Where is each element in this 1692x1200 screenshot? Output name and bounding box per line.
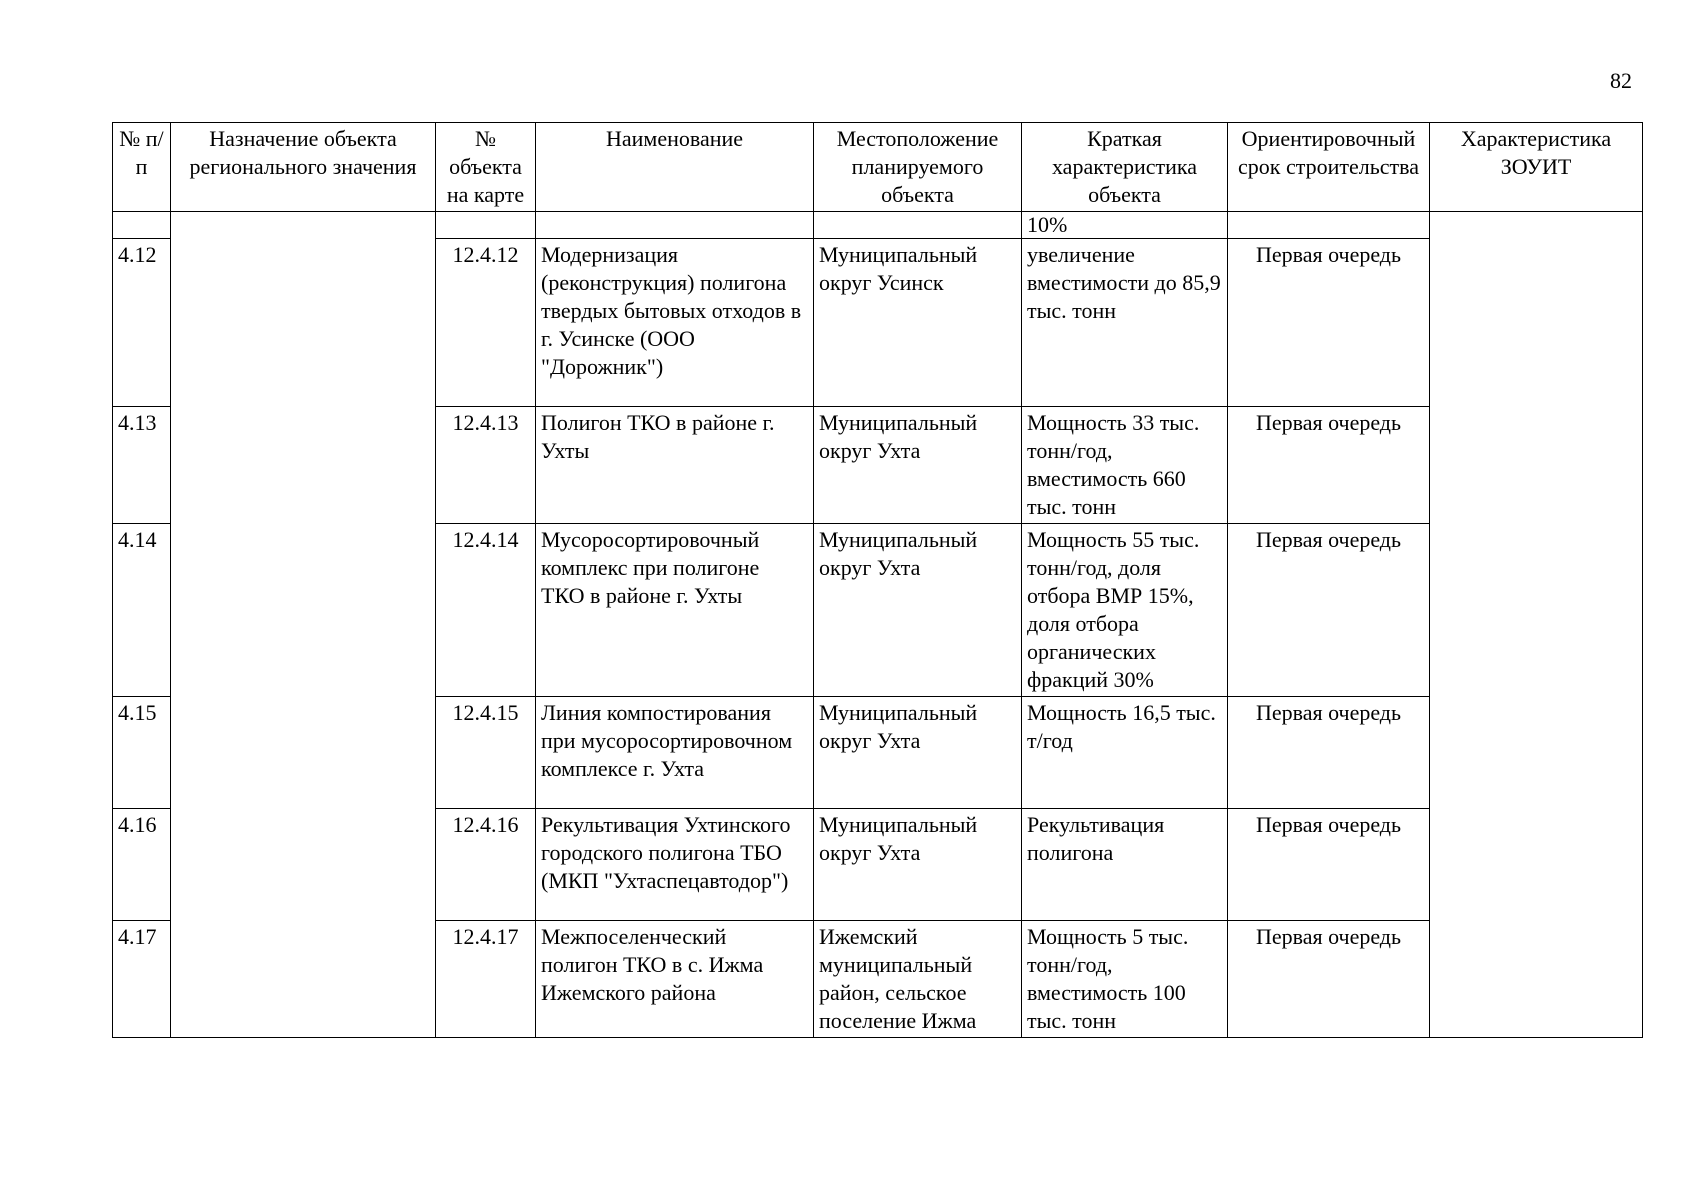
row-location: Ижемский муниципальный район, сельское поселение Ижма	[814, 921, 1022, 1038]
table-cell	[113, 212, 171, 239]
row-num: 4.12	[113, 239, 171, 407]
row-location: Муниципальный округ Ухта	[814, 407, 1022, 524]
row-location: Муниципальный округ Ухта	[814, 697, 1022, 809]
row-term: Первая очередь	[1228, 524, 1430, 697]
row-name: Межпоселенческий полигон ТКО в с. Ижма Ижемского района	[536, 921, 814, 1038]
row-name: Полигон ТКО в районе г. Ухты	[536, 407, 814, 524]
row-location: Муниципальный округ Ухта	[814, 524, 1022, 697]
row-map-number: 12.4.14	[436, 524, 536, 697]
row-characteristic: Мощность 5 тыс. тонн/год, вместимость 100 тыс. тонн	[1022, 921, 1228, 1038]
row-num: 4.17	[113, 921, 171, 1038]
table-cell	[536, 212, 814, 239]
table-cell	[814, 212, 1022, 239]
header-num: № п/п	[113, 123, 171, 212]
row-term: Первая очередь	[1228, 697, 1430, 809]
table-cell	[436, 212, 536, 239]
header-map-number: № объекта на карте	[436, 123, 536, 212]
row-num: 4.15	[113, 697, 171, 809]
table-cell	[1228, 212, 1430, 239]
row-characteristic: Мощность 16,5 тыс. т/год	[1022, 697, 1228, 809]
row-characteristic: Мощность 55 тыс. тонн/год, доля отбора ВМР 15%, доля отбора органических фракций 30%	[1022, 524, 1228, 697]
header-purpose: Назначение объекта регионального значения	[171, 123, 436, 212]
row-term: Первая очередь	[1228, 921, 1430, 1038]
header-location: Местоположение планируемого объекта	[814, 123, 1022, 212]
row-term: Первая очередь	[1228, 239, 1430, 407]
row-name: Линия компостирования при мусоросортировочном комплексе г. Ухта	[536, 697, 814, 809]
row-characteristic: увеличение вместимости до 85,9 тыс. тонн	[1022, 239, 1228, 407]
page-number: 82	[1610, 68, 1632, 93]
row-term: Первая очередь	[1228, 809, 1430, 921]
row-name: Мусоросортировочный комплекс при полигоне ТКО в районе г. Ухты	[536, 524, 814, 697]
continuation-row	[113, 212, 1643, 239]
row-num: 4.14	[113, 524, 171, 697]
row-num: 4.13	[113, 407, 171, 524]
row-location: Муниципальный округ Усинск	[814, 239, 1022, 407]
row-term: Первая очередь	[1228, 407, 1430, 524]
header-name: Наименование	[536, 123, 814, 212]
row-location: Муниципальный округ Ухта	[814, 809, 1022, 921]
header-characteristic: Краткая характеристика объекта	[1022, 123, 1228, 212]
purpose-cell	[171, 212, 436, 1038]
row-characteristic: Мощность 33 тыс. тонн/год, вместимость 660 тыс. тонн	[1022, 407, 1228, 524]
header-term: Ориентировочный срок строительства	[1228, 123, 1430, 212]
row-map-number: 12.4.12	[436, 239, 536, 407]
zouit-cell	[1430, 212, 1643, 1038]
row-map-number: 12.4.13	[436, 407, 536, 524]
table-header-row	[113, 123, 1643, 212]
continuation-text: 10%	[1022, 212, 1228, 239]
row-name: Рекультивация Ухтинского городского полигона ТБО (МКП "Ухтаспецавтодор")	[536, 809, 814, 921]
row-name: Модернизация (реконструкция) полигона твердых бытовых отходов в г. Усинске (ООО "Дорожник")	[536, 239, 814, 407]
row-num: 4.16	[113, 809, 171, 921]
row-map-number: 12.4.16	[436, 809, 536, 921]
objects-table	[112, 122, 1643, 1038]
row-map-number: 12.4.15	[436, 697, 536, 809]
row-characteristic: Рекультивация полигона	[1022, 809, 1228, 921]
row-map-number: 12.4.17	[436, 921, 536, 1038]
header-zouit: Характеристика ЗОУИТ	[1430, 123, 1643, 212]
